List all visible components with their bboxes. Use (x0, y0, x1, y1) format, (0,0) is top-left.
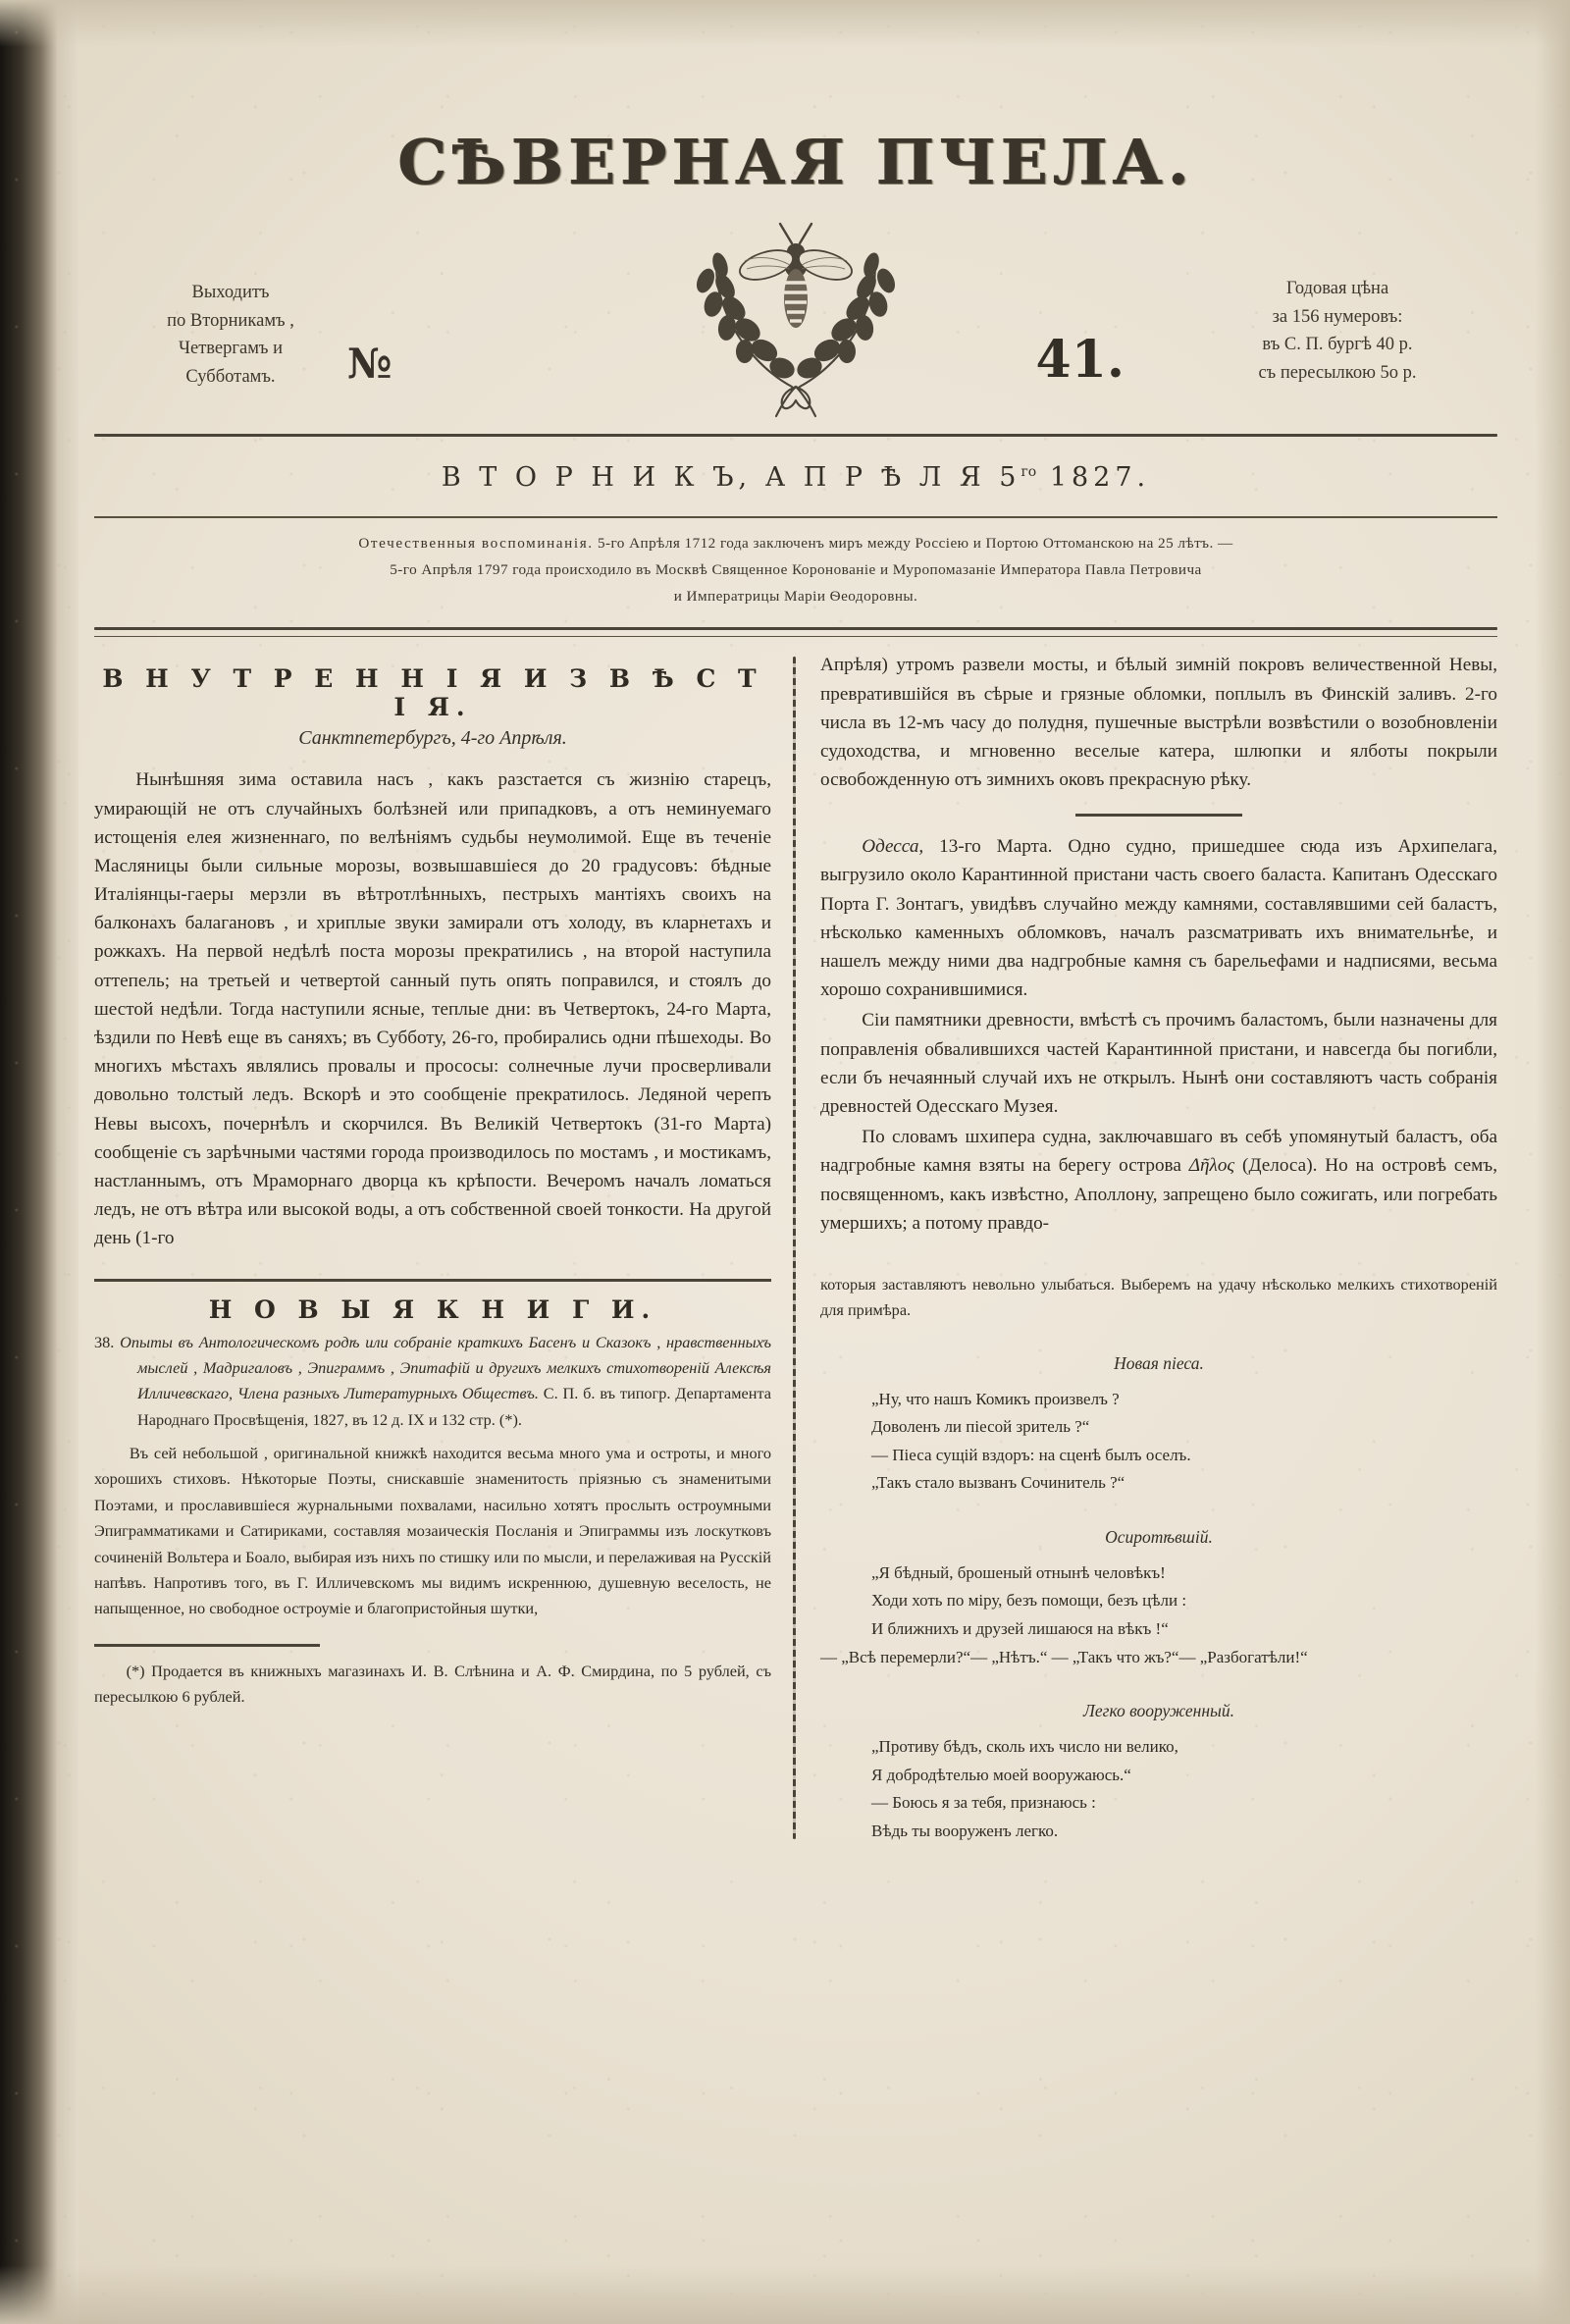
binding-gutter-shadow (57, 0, 78, 2324)
book-review-paragraph: Въ сей небольшой , оригинальной книжкѣ находится весьма много ума и остроты, и много хорошихъ стиховъ. Нѣкоторые Поэты, снискавшiе знаменитость прiязнью съ знаменитыми Поэтами, и прославившiеся журнальными похвалами, насильно хотятъ прослыть остроумными Эпиграмматиками и Сатириками, составляя мозаическiя Посланiя и Эпиграммы изъ лоскутковъ сочиненiй Вольтера и Боало, выбирая изъ нихъ по стишку или по мысли, и перелаживая на Русскiй напѣвъ. Напротивъ того, въ Г. Илличевскомъ мы видимъ искреннюю, душевную веселость, не напыщенное, но свободное остроумiе и благопристойныя шутки, (94, 1444, 771, 1618)
page-edge-top (0, 0, 1570, 47)
odessa-paragraph-3-text-a: По словамъ шхипера судна, заключавшаго въ себѣ упомянутый баластъ, оба надгробные камня взяты на берегу острова (820, 1127, 1497, 1177)
new-books-rule (94, 1279, 771, 1282)
book-review-paragraph-continued: которыя заставляютъ невольно улыбаться. Выберемъ на удачу нѣсколько мелкихъ стихотворенiй для примѣра. (820, 1274, 1497, 1320)
poem-3-title: Легко вооруженный. (1083, 1701, 1234, 1721)
frequency-line-1: Выходитъ (191, 283, 270, 302)
book-entry-number: 38. (94, 1332, 115, 1351)
poem-1-title: Новая пiеса. (1114, 1352, 1204, 1373)
dateline-month: А П Р Ѣ Л Я (764, 462, 986, 493)
odessa-paragraph-1 (820, 832, 1497, 1004)
poem-2 (820, 1527, 1497, 1671)
section-heading-new-books: Н О В Ы Я К Н И Г И. (208, 1294, 657, 1324)
poem-1-line-2: Доволенъ ли пiесой зритель ?“ (871, 1417, 1090, 1437)
odessa-paragraph-3-text-b: (Делоса). Но на островѣ семъ, посвященномъ, какъ извѣстно, Аполлону, запрещено было сожигать, или погребать умершихъ; а потому правдо- (820, 1155, 1497, 1234)
poem-3-line-1: „Противу бѣдъ, сколь ихъ число ни велико, (871, 1737, 1178, 1757)
historical-note-label: Отечественныя воспоминанiя. (358, 534, 594, 552)
page-edge-bottom (0, 2265, 1570, 2324)
poem-2-line-2: Ходи хоть по мiру, безъ помощи, безъ цѣли : (871, 1591, 1187, 1611)
poem-2-title: Осиротѣвшiй. (1105, 1526, 1213, 1547)
poem-1 (820, 1353, 1497, 1498)
poem-2-line-4: — „Всѣ перемерли?“— „Нѣтъ.“ — „Такъ что жъ?“— „Разбогатѣли!“ (820, 1647, 1308, 1666)
dateline (94, 462, 1497, 493)
frequency-line-3: Четвергамъ и (178, 339, 283, 359)
content-rule-bottom (94, 636, 1497, 638)
poem-1-line-1: „Ну, что нашъ Комикъ произвелъ ? (871, 1389, 1120, 1408)
left-column (94, 651, 771, 1845)
poem-2-line-3: И ближнихъ и друзей лишаюся на вѣкъ !“ (871, 1618, 1169, 1638)
price-line-3: въ С. П. бургѣ 40 р. (1262, 335, 1413, 355)
numero-label (347, 340, 392, 388)
historical-note (94, 518, 1497, 623)
dateline-weekday: В Т О Р Н И К Ъ, (441, 462, 753, 493)
masthead-rule (94, 434, 1497, 437)
section-heading-domestic-news: В Н У Т Р Е Н Н I Я И З В Ѣ С Т I Я. (102, 664, 763, 722)
book-entry-title: Опыты въ Антологическомъ родѣ или собранiе краткихъ Басенъ и Сказокъ , нравственныхъ мыслей , Мадригаловъ , Эпиграммъ , Эпитафiй и другихъ мелкихъ стихотворенiй Алексѣя Илличевскаго, Члена разныхъ Литературныхъ Обществъ. (120, 1332, 771, 1403)
greek-island-name: Δῆλος (1188, 1155, 1235, 1177)
poem-3-line-4: Вѣдь ты вооруженъ легко. (871, 1821, 1059, 1840)
subscription-price (1195, 275, 1480, 388)
poem-1-line-3: — Пiеса сущiй вздоръ: на сценѣ былъ оселъ. (871, 1445, 1191, 1464)
poem-3-line-3: — Боюсь я за тебя, признаюсь : (871, 1793, 1096, 1813)
book-entry (94, 1330, 771, 1434)
domestic-news-subhead: Санктпетербургъ, 4-го Апрѣля. (298, 727, 567, 750)
poem-3 (820, 1701, 1497, 1845)
odessa-separator-rule (1075, 814, 1242, 817)
historical-note-line-3: и Императрицы Марiи Ѳеодоровны. (673, 587, 918, 605)
frequency-line-2: по Вторникамъ , (167, 310, 294, 331)
footnote-rule (94, 1644, 320, 1647)
binding-gutter (0, 0, 57, 2324)
domestic-news-paragraph-continued: Апрѣля) утромъ развели мосты, и бѣлый зимнiй покровъ величественной Невы, превратившiйся въ сѣрые и грязные обломки, поплылъ въ Финскiй заливъ. 2-го числа въ 12-мъ часу до полудня, пушечные выстрѣли возвѣстили о возобновленiи судоходства, и мгновенно веселые катера, шлюпки и ялботы покрыли освобожденную отъ зимнихъ оковъ прекрасную рѣку. (820, 655, 1497, 791)
odessa-paragraph-1-text: 13-го Марта. Одно судно, пришедшее сюда изъ Архипелага, выгрузило около Карантинной пристани часть своего баласта. Капитанъ Одесскаго Порта Г. Зонтагъ, увидѣвъ случайно между камнями, составлявшими сей баластъ, нѣсколько каменныхъ обломковъ, началъ разсматривать ихъ внимательнѣе, и нашелъ между ними два надгробные камня съ барельефами и надписями, весьма хорошо сохранившимися. (820, 836, 1497, 1001)
odessa-paragraph-2: Сiи памятники древности, вмѣстѣ съ прочимъ баластомъ, были назначены для поправленiя обвалившихся частей Карантинной пристани, и навсегда бы погибли, если бъ нечаянный случай ихъ не открылъ. Нынѣ они составляютъ часть собранiя древностей Одесскаго Музея. (820, 1010, 1497, 1117)
poem-3-line-2: Я добродѣтелью моей вооружаюсь.“ (871, 1765, 1131, 1784)
book-entry-imprint: С. П. б. въ типогр. Департамента Народнаго Просвѣщенiя, 1827, въ 12 д. IX и 132 стр. (*). (137, 1384, 771, 1429)
odessa-paragraph-3 (820, 1123, 1497, 1238)
publication-frequency (118, 279, 343, 392)
poem-2-line-1: „Я бѣдный, брошеный отнынѣ человѣкъ! (871, 1562, 1166, 1582)
dateline-day-suffix: го (1020, 464, 1037, 480)
domestic-news-paragraph: Нынѣшняя зима оставила насъ , какъ разстается съ жизнiю старецъ, умирающiй не отъ случайныхъ болѣзней или припадковъ, а отъ неминуемаго истощенiя елея жизненнаго, по велѣнiямъ судьбы неумолимой. Еще въ теченiе Масляницы были сильные морозы, возвышавшiеся до 20 градусовъ: бѣдные Италiянцы-гаеры мерзли въ вѣтротлѣнныхъ, пестрыхъ мантiяхъ своихъ на балконахъ балагановъ , и хриплые звуки замирали отъ холоду, въ кларнетахъ и рожкахъ. На первой недѣлѣ поста морозы прекратились , на второй наступила оттепель; на третьей и четвертой санный путь опять поправился, и стоялъ до шестой недѣли. Тогда наступили ясные, теплые дни: въ Четвертокъ, 24-го Марта, ѣздили по Невѣ еще въ саняхъ; въ Субботу, 26-го, пробирались одни пѣшеходы. Во многихъ мѣстахъ являлись провалы и прососы: солнечные лучи просверливали довольно толстый ледъ. Вскорѣ и это сообщенiе прекратилось. Ледяной черепъ Невы высохъ, почернѣлъ и скорчился. Въ Великiй Четвертокъ (31-го Марта) сообщенiе съ зарѣчными частями города производилось по мостамъ , и мостикамъ, настланнымъ, отъ Мраморнаго дворца къ крѣпости. Вечеромъ началъ ломаться ледъ, не отъ вѣтра или высокой воды, а отъ собственной своей тонкости. На другой день (1-го (94, 769, 771, 1249)
page-content (94, 0, 1497, 2324)
historical-note-line-1 (98, 530, 1493, 556)
page-edge-right (1535, 0, 1570, 2324)
book-footnote: (*) Продается въ книжныхъ магазинахъ И. В. Слѣнина и А. Ф. Смирдина, по 5 рублей, съ пересылкою 6 рублей. (94, 1661, 771, 1706)
dateline-day: 5 (999, 462, 1021, 493)
historical-note-text-1: 5-го Апрѣля 1712 года заключенъ миръ между Россiею и Портою Оттоманскою на 25 лѣтъ. — (597, 534, 1233, 552)
column-divider (771, 651, 820, 1845)
bee-emblem-icon (619, 208, 972, 424)
masthead-title: СѢВЕРНАЯ ПЧЕЛА. (397, 126, 1194, 198)
poem-1-line-4: „Такъ стало вызванъ Сочинитель ?“ (871, 1473, 1125, 1493)
right-column (820, 651, 1497, 1845)
content-rule-top (94, 627, 1497, 630)
numero-glyph: № (347, 340, 392, 388)
issue-number: 41. (1035, 330, 1125, 390)
frequency-line-4: Субботамъ. (185, 367, 276, 388)
price-line-1: Годовая цѣна (1285, 279, 1389, 298)
historical-note-line-2: 5-го Апрѣля 1797 года происходило въ Москвѣ Священное Коронованiе и Муропомазанiе Императора Павла Петровича (390, 560, 1202, 578)
columns-wrapper (94, 651, 1497, 1845)
masthead-row (94, 214, 1497, 430)
odessa-place: Одесса, (862, 836, 924, 858)
price-line-2: за 156 нумеровъ: (1272, 306, 1403, 327)
price-line-4: съ пересылкою 5о р. (1258, 363, 1417, 384)
dateline-year: 1827. (1049, 462, 1151, 493)
